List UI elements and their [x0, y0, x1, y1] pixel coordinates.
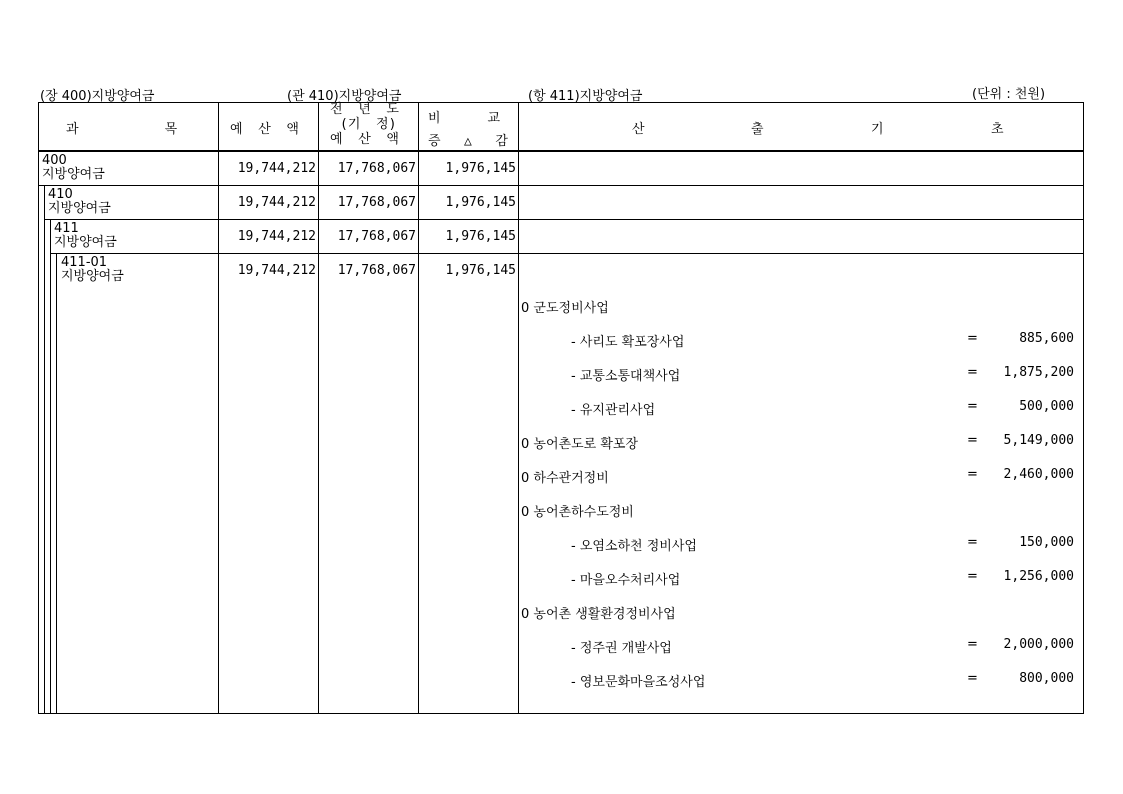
indent-line-2: [50, 219, 51, 714]
basis-item-equals: =: [967, 637, 978, 652]
basis-item-equals: =: [967, 671, 978, 686]
header-compare-line1: 비 교: [428, 111, 501, 126]
indent-line-3: [56, 253, 57, 714]
basis-item-text: - 정주권 개발사업: [571, 641, 672, 656]
basis-item-equals: =: [967, 433, 978, 448]
row-divider-3: [50, 253, 1084, 254]
row-410-prev: 17,768,067: [337, 195, 416, 210]
basis-item-equals: =: [967, 569, 978, 584]
basis-item-text: 0 농어촌도로 확포장: [521, 437, 638, 452]
basis-item-amount: 2,000,000: [1003, 637, 1074, 652]
row-410-code: 410: [48, 187, 73, 202]
table-top-border: [38, 102, 1084, 103]
basis-item-amount: 885,600: [1019, 331, 1074, 346]
row-400-code: 400: [42, 153, 67, 168]
row-41101-prev: 17,768,067: [337, 263, 416, 278]
basis-item-equals: =: [967, 399, 978, 414]
row-410-name: 지방양여금: [48, 201, 111, 216]
header-prev-line1: 전 년 도: [330, 102, 399, 117]
basis-item-amount: 1,875,200: [1003, 365, 1074, 380]
basis-item-amount: 800,000: [1019, 671, 1074, 686]
basis-item-text: 0 군도정비사업: [521, 301, 609, 316]
basis-item-text: - 사리도 확포장사업: [571, 335, 685, 350]
basis-item-text: 0 하수관거정비: [521, 471, 609, 486]
row-411-prev: 17,768,067: [337, 229, 416, 244]
hang-title: (항 411)지방양여금: [528, 89, 643, 104]
row-410-budget: 19,744,212: [237, 195, 316, 210]
jang-title: (장 400)지방양여금: [40, 89, 155, 104]
basis-item-text: - 마을오수처리사업: [571, 573, 681, 588]
basis-item-text: 0 농어촌 생활환경정비사업: [521, 607, 676, 622]
row-41101-budget: 19,744,212: [237, 263, 316, 278]
table-left-border: [38, 102, 39, 714]
header-prev-line2: (기 정): [340, 117, 397, 132]
row-411-budget: 19,744,212: [237, 229, 316, 244]
col-divider-4: [518, 102, 519, 714]
row-41101-diff: 1,976,145: [445, 263, 516, 278]
row-410-diff: 1,976,145: [445, 195, 516, 210]
basis-item-text: - 영보문화마을조성사업: [571, 675, 706, 690]
basis-item-equals: =: [967, 331, 978, 346]
col-divider-1: [218, 102, 219, 714]
table-right-border: [1083, 102, 1084, 714]
table-bottom-border: [38, 713, 1084, 714]
col-divider-3: [418, 102, 419, 714]
header-basis-3: 기: [871, 122, 884, 137]
header-basis-2: 출: [751, 122, 764, 137]
row-divider-2: [44, 219, 1084, 220]
row-400-diff: 1,976,145: [445, 161, 516, 176]
gwan-title: (관 410)지방양여금: [287, 89, 402, 104]
basis-item-equals: =: [967, 535, 978, 550]
row-411-name: 지방양여금: [54, 235, 117, 250]
indent-line-1: [44, 185, 45, 714]
header-basis-4: 초: [991, 122, 1004, 137]
basis-item-amount: 1,256,000: [1003, 569, 1074, 584]
basis-item-text: - 교통소통대책사업: [571, 369, 681, 384]
row-411-diff: 1,976,145: [445, 229, 516, 244]
header-bottom-border: [38, 150, 1084, 152]
row-400-budget: 19,744,212: [237, 161, 316, 176]
col-divider-2: [318, 102, 319, 714]
header-compare-line2: 증 △ 감: [428, 134, 508, 149]
row-divider-1: [38, 185, 1084, 186]
basis-item-amount: 150,000: [1019, 535, 1074, 550]
row-411-code: 411: [54, 221, 79, 236]
row-41101-name: 지방양여금: [61, 269, 124, 284]
header-budget: 예 산 액: [230, 122, 299, 137]
basis-item-equals: =: [967, 467, 978, 482]
header-subject: 과 목: [66, 122, 178, 137]
basis-item-text: 0 농어촌하수도정비: [521, 505, 634, 520]
basis-item-equals: =: [967, 365, 978, 380]
basis-item-amount: 2,460,000: [1003, 467, 1074, 482]
row-400-prev: 17,768,067: [337, 161, 416, 176]
header-prev-line3: 예 산 액: [330, 132, 399, 147]
basis-item-amount: 500,000: [1019, 399, 1074, 414]
row-400-name: 지방양여금: [42, 167, 105, 182]
basis-item-text: - 오염소하천 정비사업: [571, 539, 697, 554]
row-41101-code: 411-01: [61, 255, 108, 270]
basis-item-amount: 5,149,000: [1003, 433, 1074, 448]
basis-item-text: - 유지관리사업: [571, 403, 656, 418]
unit-label: (단위 : 천원): [972, 87, 1046, 102]
header-basis-1: 산: [632, 122, 645, 137]
